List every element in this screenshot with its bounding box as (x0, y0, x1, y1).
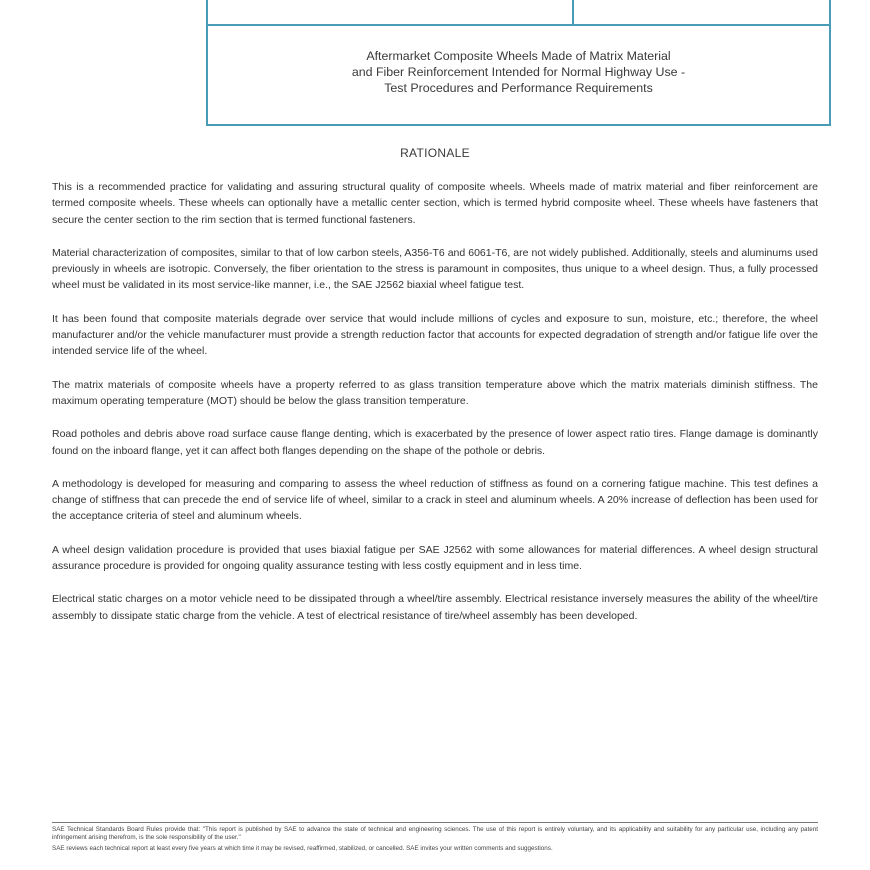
document-title-line: Test Procedures and Performance Requirements (384, 81, 653, 95)
section-heading: RATIONALE (400, 146, 470, 160)
footer-note: SAE reviews each technical report at least every five years at which time it may be revised, reaffirmed, stabilized, or cancelled. SAE invites your written comments and suggestions. (52, 845, 553, 852)
paragraph: A methodology is developed for measuring and comparing to assess the wheel reduction of stiffness as found on a cornering fatigue machine. This test defines a change of stiffness that can precede the end of service life of wheel, similar to a crack in steel and aluminum wheels. A 20% increase of deflection has been used for the acceptance criteria of steel and aluminum wheels. (52, 477, 818, 523)
paragraph: This is a recommended practice for validating and assuring structural quality of composite wheels. Wheels made of matrix material and fiber reinforcement are termed composite wheels. These wheels can optionally have a metallic center section, which is termed hybrid composite wheel. These wheels have fasteners that secure the center section to the rim section that is termed functional fasteners. (52, 181, 818, 226)
document-title-line: and Fiber Reinforcement Intended for Normal Highway Use - (351, 65, 686, 79)
body-text (52, 179, 818, 641)
document-title-line: Aftermarket Composite Wheels Made of Matrix Material (366, 49, 671, 63)
document-header-box (206, 0, 831, 126)
paragraph: Electrical static charges on a motor vehicle need to be dissipated through a wheel/tire assembly. Electrical resistance inversely measures the ability of the wheel/tire assembly to dissipate static charge from the vehicle. A test of electrical resistance of tire/wheel assembly has been developed. (52, 593, 818, 622)
footer-divider (52, 822, 818, 823)
footer-note: SAE Technical Standards Board Rules provide that: "This report is published by SAE to advance the state of technical and engineering sciences. The use of this report is entirely voluntary, and its applicability and suitability for any particular use, including any patent infringement arising therefrom, is the sole responsibility of the user." (52, 826, 818, 841)
paragraph: A wheel design validation procedure is provided that uses biaxial fatigue per SAE J2562 with some allowances for material differences. A wheel design structural assurance procedure is provided for ongoing quality assurance testing with less costly equipment and in less time. (52, 543, 818, 573)
document-title (208, 48, 829, 96)
header-top-row (208, 0, 829, 26)
paragraph: Road potholes and debris above road surface cause flange denting, which is exacerbated by the presence of lower aspect ratio tires. Flange damage is dominantly found on the inboard flange, yet it can affect both flanges depending on the shape of the pothole or debris. (52, 428, 818, 457)
paragraph: The matrix materials of composite wheels have a property referred to as glass transition temperature above which the matrix materials diminish stiffness. The maximum operating temperature (MOT) should be below the glass transition temperature. (52, 378, 818, 407)
footer-notes (52, 826, 818, 856)
paragraph: It has been found that composite materials degrade over service that would include millions of cycles and exposure to sun, moisture, etc.; therefore, the wheel manufacturer and/or the vehicle manufacturer must provide a strength reduction factor that accounts for expected degradation of strength and/or fatigue life over the intended service life of the wheel. (52, 312, 818, 358)
paragraph: Material characterization of composites, similar to that of low carbon steels, A356-T6 and 6061-T6, are not widely published. Additionally, steels and aluminums used previously in wheels are isotropic. Conversely, the fiber orientation to the stress is paramount in composites, thus unique to a wheel design. Thus, a fully processed wheel must be validated in its most service-like manner, i.e., the SAE J2562 biaxial wheel fatigue test. (52, 246, 818, 292)
header-divider (572, 0, 574, 24)
